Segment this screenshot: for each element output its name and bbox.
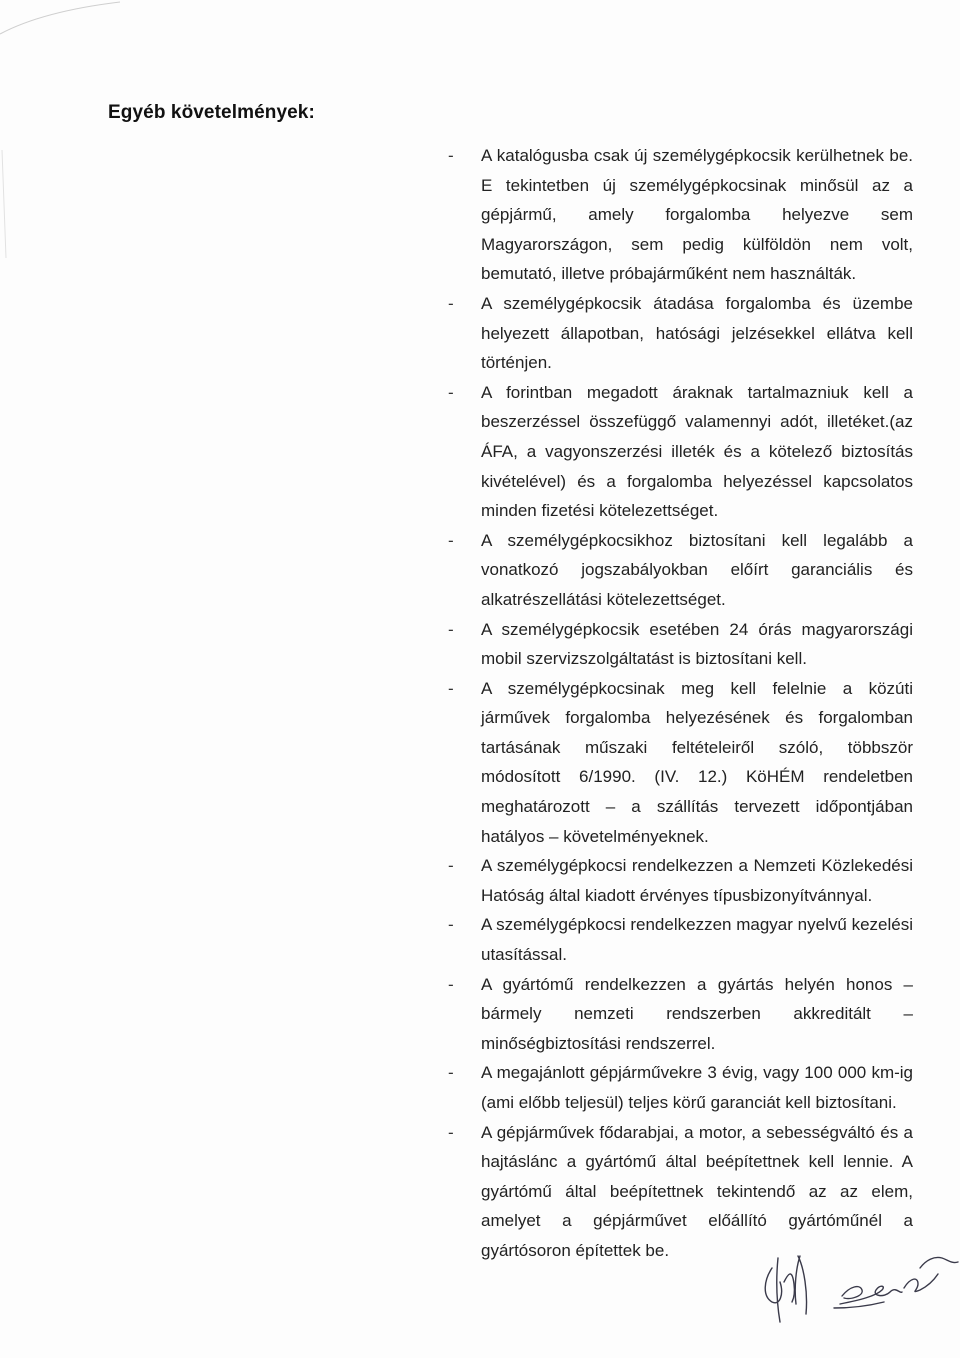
requirements-list xyxy=(448,141,913,1266)
list-bullet: - xyxy=(448,856,454,876)
list-item-text: A személygépkocsik esetében 24 órás magyarországi mobil szervizszolgáltatást is biztosítani kell. xyxy=(481,619,913,669)
list-item xyxy=(448,910,913,969)
list-item-text: A személygépkocsinak meg kell felelnie a közúti járművek forgalomba helyezésének és forgalomban tartásának műszaki feltételeiről szóló, többször módosított 6/1990. (IV. 12.) KöHÉM rendeletben meghatározott – a szállítás tervezett időpontjában hatályos – követelményeknek. xyxy=(481,678,913,846)
list-bullet: - xyxy=(448,382,454,402)
list-item-text: A személygépkocsi rendelkezzen magyar nyelvű kezelési utasítással. xyxy=(481,915,913,965)
scan-edge-mark xyxy=(0,0,140,260)
cursive-signature xyxy=(834,1257,958,1308)
list-bullet: - xyxy=(448,974,454,994)
list-item-text: A személygépkocsik átadása forgalomba és üzembe helyezett állapotban, hatósági jelzésekkel ellátva kell történjen. xyxy=(481,293,913,373)
page-title: Egyéb követelmények: xyxy=(108,102,315,123)
list-item xyxy=(448,851,913,910)
list-bullet: - xyxy=(448,678,454,698)
list-item xyxy=(448,378,913,526)
list-item xyxy=(448,615,913,674)
list-item xyxy=(448,674,913,852)
list-item-text: A személygépkocsi rendelkezzen a Nemzeti Közlekedési Hatóság által kiadott érvényes típusbizonyítvánnyal. xyxy=(481,856,913,905)
list-item xyxy=(448,1058,913,1117)
list-item xyxy=(448,289,913,378)
initials-signature xyxy=(765,1256,806,1322)
list-bullet: - xyxy=(448,530,454,550)
list-bullet: - xyxy=(448,146,454,165)
signatures xyxy=(750,1238,960,1328)
list-item xyxy=(448,141,913,289)
list-bullet: - xyxy=(448,619,454,639)
list-bullet: - xyxy=(448,915,454,935)
list-bullet: - xyxy=(448,1122,454,1142)
list-item xyxy=(448,970,913,1059)
list-bullet: - xyxy=(448,1063,454,1083)
list-item-text: A megajánlott gépjárművekre 3 évig, vagy 100 000 km-ig (ami előbb teljesül) teljes körű garanciát kell biztosítani. xyxy=(481,1063,913,1112)
list-item xyxy=(448,526,913,615)
list-item-text: A forintban megadott áraknak tartalmazniuk kell a beszerzéssel összefüggő valamennyi adót, illetéket.(az ÁFA, a vagyonszerzési illeték és a kötelező biztosítás kivételével) és a forgalomba helyezéssel kapcsolatos minden fizetési kötelezettséget. xyxy=(481,382,913,521)
list-item-text: A katalógusba csak új személygépkocsik kerülhetnek be. E tekintetben új személygépkocsinak minősül az a gépjármű, amely forgalomba helyezve sem Magyarországon, sem pedig külföldön nem volt, bemutató, illetve próbajárműként nem használták. xyxy=(481,146,913,284)
list-bullet: - xyxy=(448,293,454,313)
list-item-text: A gépjárművek fődarabjai, a motor, a sebességváltó és a hajtáslánc a gyártómű által beépítettnek kell lennie. A gyártómű által beépítettnek tekintendő az az elem, amelyet a gépjárművet előállító gyártóműnél a gyártósoron építettek be. xyxy=(481,1122,913,1260)
list-item-text: A gyártómű rendelkezzen a gyártás helyén honos – bármely nemzeti rendszerben akkreditált – minőségbiztosítási rendszerrel. xyxy=(481,974,913,1053)
list-item-text: A személygépkocsikhoz biztosítani kell legalább a vonatkozó jogszabályokban előírt garanciális és alkatrészellátási kötelezettséget. xyxy=(481,530,913,609)
